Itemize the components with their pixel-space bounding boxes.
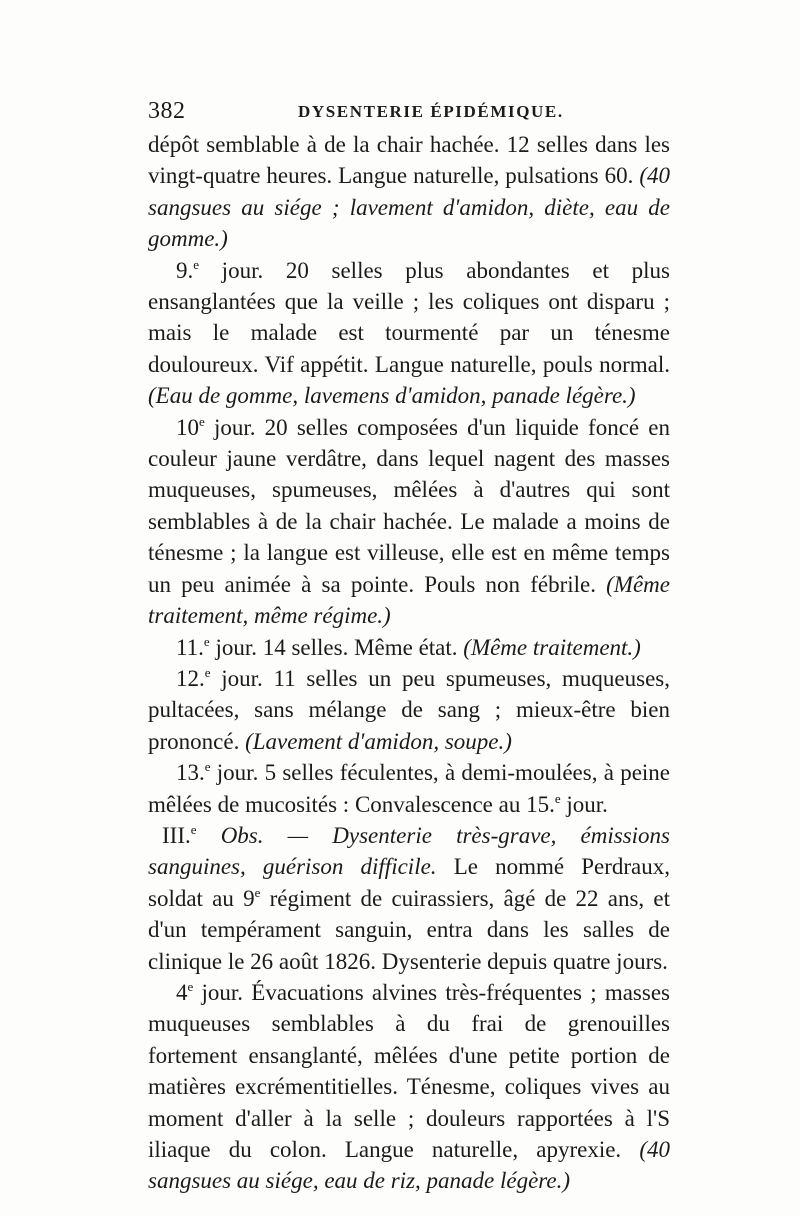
treatment-note: (Lavement d'amidon, soupe.) [245, 728, 512, 754]
ordinal-suffix: e [204, 759, 211, 775]
day-number: 10 [176, 414, 199, 440]
paragraph-day-12 [148, 663, 670, 757]
ordinal-suffix: e [204, 664, 211, 680]
day-number: 13. [176, 760, 205, 786]
paragraph-continuation [148, 129, 670, 255]
paragraph-day-4 [148, 977, 670, 1197]
paragraph-day-9 [148, 255, 670, 412]
page-body [148, 129, 670, 1197]
observation-heading-paragraph [148, 820, 670, 977]
paragraph-day-13 [148, 757, 670, 820]
page-number: 382 [148, 98, 186, 124]
ordinal-suffix: e [199, 413, 205, 429]
observation-title: Obs. — Dysenterie très-grave, émissions sanguines, guérison difficile. [148, 822, 670, 880]
day-number: 4 [176, 979, 188, 1005]
paragraph-text: Le nommé Perdraux, soldat au 9 [148, 854, 670, 911]
ordinal-suffix: e [187, 978, 194, 994]
paragraph-text: jour. Évacuations alvines très-fréquentes ; masses muqueuses semblables à du frai de grenouilles fortement ensanglanté, mêlées d'une petite portion de matières excrémentitielles. Ténesme, coliques vives au moment d'aller à la selle ; douleurs rapportées à l'S iliaque du colon. Langue naturelle, apyrexie. [148, 979, 670, 1162]
observation-number: III. [162, 822, 191, 848]
ordinal-suffix: e [254, 884, 261, 900]
paragraph-text: jour. 20 selles composées d'un liquide foncé en couleur jaune verdâtre, dans lequel nagent des masses muqueuses, spumeuses, mêlées à d'autres qui sont semblables à de la chair hachée. Le malade a moins de ténesme ; la langue est villeuse, elle est en même temps un peu animée à sa pointe. Pouls non fébrile. [148, 414, 670, 597]
treatment-note: (40 sangsues au siége, eau de riz, panade légère.) [148, 1137, 670, 1194]
paragraph-text: jour. 11 selles un peu spumeuses, muqueuses, pultacées, sans mélange de sang ; mieux-être bien prononcé. [148, 665, 670, 754]
paragraph-text-end: régiment de cuirassiers, âgé de 22 ans, et d'un tempérament sanguin, entra dans les salles de clinique le 26 août 1826. Dysenterie depuis quatre jours. [148, 885, 670, 974]
paragraph-text: jour. 5 selles féculentes, à demi-moulées, à peine mêlées de mucosités : Convalescence au 15. [148, 760, 670, 817]
ordinal-suffix: e [554, 790, 561, 806]
treatment-note: (Même traitement.) [463, 634, 641, 660]
ordinal-suffix: e [203, 633, 210, 649]
day-number: 9. [176, 257, 194, 283]
paragraph-text-end: jour. [560, 791, 608, 817]
paragraph-day-10 [148, 412, 670, 632]
running-title: DYSENTERIE ÉPIDÉMIQUE. [298, 102, 564, 121]
paragraph-text: jour. 20 selles plus abondantes et plus ensanglantées que la veille ; les coliques ont disparu ; mais le malade est tourmenté par un ténesme douloureux. Vif appétit. Langue naturelle, pouls normal. [148, 257, 670, 377]
treatment-note: (Même traitement, même régime.) [148, 571, 670, 629]
paragraph-day-11 [148, 632, 670, 663]
treatment-note: (40 sangsues au siége ; lavement d'amidon, diète, eau de gomme.) [148, 163, 671, 252]
paragraph-text: dépôt semblable à de la chair hachée. 12 selles dans les vingt-quatre heures. Langue naturelle, pulsations 60. [148, 132, 670, 189]
ordinal-suffix: e [193, 256, 200, 272]
paragraph-text: jour. 14 selles. Même état. [209, 634, 458, 660]
day-number: 11. [176, 634, 204, 660]
page-header [148, 98, 670, 128]
day-number: 12. [176, 665, 205, 691]
ordinal-suffix: e [190, 821, 197, 837]
treatment-note: (Eau de gomme, lavemens d'amidon, panade légère.) [148, 383, 636, 409]
